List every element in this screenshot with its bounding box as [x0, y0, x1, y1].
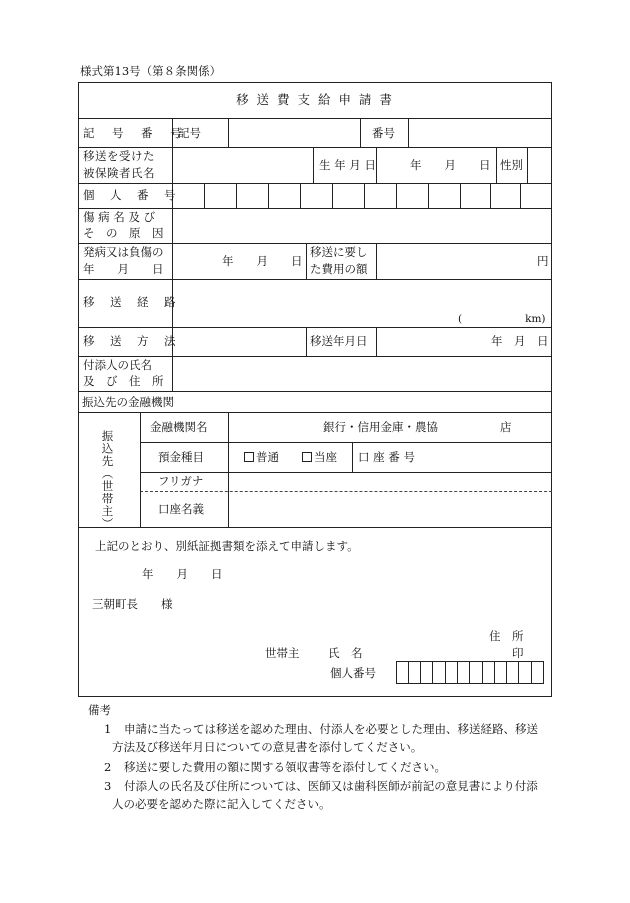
- form-number: 様式第13号（第８条関係）: [80, 64, 222, 78]
- rule: [408, 118, 409, 147]
- applicant-personal-number-label: 個人番号: [330, 666, 376, 680]
- digit-box[interactable]: [457, 661, 458, 684]
- institution-types: 銀行・信用金庫・農協: [323, 420, 438, 434]
- rule: [78, 208, 552, 209]
- addressee: 三朝町長 様: [92, 597, 173, 611]
- rule: [78, 527, 552, 528]
- rule: [376, 327, 377, 356]
- digit-box[interactable]: [469, 661, 470, 684]
- yen-unit: 円: [537, 254, 549, 268]
- rule: [78, 147, 552, 148]
- checkbox-current[interactable]: [302, 452, 312, 462]
- digit-box[interactable]: [268, 183, 269, 208]
- rule: [78, 327, 552, 328]
- rule: [172, 118, 173, 391]
- digit-box[interactable]: [490, 183, 491, 208]
- rule: [140, 442, 552, 443]
- digit-box[interactable]: [482, 661, 483, 684]
- declaration-date[interactable]: 年 月 日: [142, 567, 223, 581]
- rule: [78, 279, 552, 280]
- note-2-line1: 移送に要した費用の額に関する領収書等を添付してください。: [124, 760, 446, 774]
- rule: [140, 412, 141, 527]
- form-title: 移 送 費 支 給 申 請 書: [236, 92, 394, 107]
- note-3-number: 3: [104, 779, 112, 793]
- branch-label: 店: [500, 420, 512, 434]
- note-1-line2: 方法及び移送年月日についての意見書を添付してください。: [112, 740, 423, 754]
- dashed-rule: [140, 491, 552, 492]
- bank-side-label: 振込先（世帯主）: [100, 430, 115, 530]
- rule: [527, 147, 528, 183]
- route-label: 移 送 経 路: [83, 295, 178, 309]
- rule: [78, 243, 552, 244]
- notes-title: 備考: [88, 703, 111, 717]
- furigana-label: フリガナ: [158, 474, 204, 488]
- digit-box[interactable]: [396, 183, 397, 208]
- ordinary-option[interactable]: [244, 452, 279, 464]
- seal-mark: 印: [512, 646, 524, 660]
- attendant-label-line1: 付添人の氏名: [83, 358, 152, 372]
- onset-date-value[interactable]: 年 月 日: [222, 254, 303, 268]
- insured-label-line1: 移送を受けた: [83, 149, 155, 163]
- digit-box[interactable]: [428, 183, 429, 208]
- note-3-line2: 人の必要を認めた際に記入してください。: [112, 797, 331, 811]
- rule: [360, 118, 361, 147]
- rule: [496, 147, 497, 183]
- rule: [306, 327, 307, 356]
- digit-box[interactable]: [445, 661, 446, 684]
- number-label: 番号: [372, 126, 395, 140]
- digit-box[interactable]: [506, 661, 507, 684]
- digit-box[interactable]: [432, 661, 433, 684]
- attendant-label-line2: 及 び 住 所: [83, 374, 164, 388]
- ordinary-text: 普通: [256, 450, 279, 464]
- note-1-line1: 申請に当たっては移送を認めた理由、付添人を必要とした理由、移送経路、移送: [124, 722, 538, 736]
- digit-box[interactable]: [300, 183, 301, 208]
- onset-label-line2: 年 月 日: [83, 262, 164, 276]
- deposit-type-label: 預金種目: [158, 450, 204, 464]
- transfer-date-label: 移送年月日: [310, 334, 368, 348]
- householder-label: 世帯主: [265, 646, 300, 660]
- rule: [376, 243, 377, 279]
- current-text: 当座: [314, 450, 337, 464]
- digit-box[interactable]: [518, 661, 519, 684]
- name-label: 氏 名: [328, 646, 363, 660]
- digit-box[interactable]: [364, 183, 365, 208]
- declaration-statement: 上記のとおり、別紙証拠書類を添えて申請します。: [95, 539, 359, 553]
- rule: [306, 243, 307, 279]
- insured-label-line2: 被保険者氏名: [83, 166, 155, 180]
- rule: [376, 147, 377, 183]
- note-3-line1: 付添人の氏名及び住所については、医師又は歯科医師が前記の意見書により付添: [124, 779, 538, 793]
- digit-box[interactable]: [420, 661, 421, 684]
- km-unit: ( km): [458, 313, 546, 325]
- onset-label-line1: 発病又は負傷の: [83, 245, 164, 259]
- account-number-label: 口 座 番 号: [358, 450, 415, 464]
- digit-box[interactable]: [204, 183, 205, 208]
- rule: [78, 183, 552, 184]
- current-option[interactable]: [302, 452, 337, 464]
- symbol-label: 記号: [178, 126, 201, 140]
- applicant-personal-number-boxes[interactable]: [396, 661, 544, 684]
- transfer-date-value[interactable]: 年 月 日: [491, 334, 549, 348]
- rule: [78, 356, 552, 357]
- rule: [228, 412, 229, 527]
- method-label: 移 送 方 法: [83, 334, 178, 348]
- rule: [78, 412, 552, 413]
- rule: [140, 472, 552, 473]
- disease-label-line2: そ の 原 因: [83, 226, 164, 240]
- digit-box[interactable]: [520, 183, 521, 208]
- symbol-number-label: 記 号 番 号: [83, 126, 185, 140]
- institution-label: 金融機関名: [150, 420, 208, 434]
- note-2-number: 2: [104, 760, 112, 774]
- bank-section-title: 振込先の金融機関: [82, 395, 174, 409]
- personal-number-label: 個 人 番 号: [83, 188, 178, 202]
- cost-label-line1: 移送に要し: [310, 245, 368, 259]
- digit-box[interactable]: [494, 661, 495, 684]
- checkbox-ordinary[interactable]: [244, 452, 254, 462]
- digit-box[interactable]: [460, 183, 461, 208]
- rule: [78, 391, 552, 392]
- rule: [352, 442, 353, 472]
- birth-date-label: 生 年 月 日: [319, 158, 376, 172]
- address-label: 住 所: [489, 629, 524, 643]
- disease-label-line1: 傷 病 名 及 び: [83, 210, 156, 224]
- rule: [78, 118, 552, 119]
- digit-box[interactable]: [236, 183, 237, 208]
- cost-label-line2: た費用の額: [310, 262, 368, 276]
- sex-label: 性別: [500, 158, 523, 172]
- note-1-number: 1: [104, 722, 112, 736]
- birth-date-value[interactable]: 年 月 日: [410, 158, 491, 172]
- digit-box[interactable]: [408, 661, 409, 684]
- account-name-label: 口座名義: [158, 502, 204, 516]
- digit-box[interactable]: [531, 661, 532, 684]
- rule: [228, 118, 229, 147]
- digit-box[interactable]: [332, 183, 333, 208]
- rule: [313, 147, 314, 183]
